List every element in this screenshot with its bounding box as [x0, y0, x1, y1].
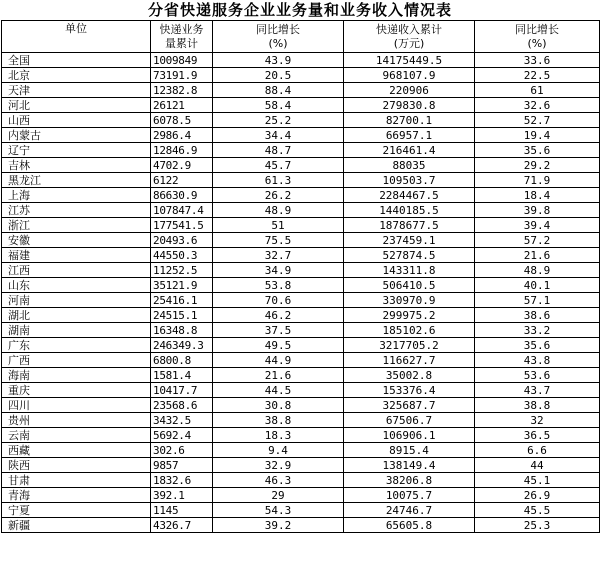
cell-volume: 26121 — [151, 98, 213, 113]
cell-unit: 新疆 — [2, 518, 151, 533]
cell-volume: 20493.6 — [151, 233, 213, 248]
cell-unit: 河南 — [2, 293, 151, 308]
cell-revenue: 1440185.5 — [344, 203, 475, 218]
cell-revenue-growth: 33.2 — [475, 323, 600, 338]
cell-unit: 福建 — [2, 248, 151, 263]
table-row — [2, 353, 600, 368]
cell-revenue: 116627.7 — [344, 353, 475, 368]
table-row — [2, 173, 600, 188]
cell-revenue: 299975.2 — [344, 308, 475, 323]
header-volume-growth-line2: (%) — [268, 36, 288, 50]
cell-volume-growth: 45.7 — [213, 158, 344, 173]
cell-volume-growth: 48.7 — [213, 143, 344, 158]
cell-volume: 4326.7 — [151, 518, 213, 533]
cell-revenue: 279830.8 — [344, 98, 475, 113]
table-row — [2, 398, 600, 413]
cell-revenue-growth: 53.6 — [475, 368, 600, 383]
cell-revenue: 143311.8 — [344, 263, 475, 278]
cell-volume-growth: 32.7 — [213, 248, 344, 263]
cell-revenue-growth: 21.6 — [475, 248, 600, 263]
table-row — [2, 248, 600, 263]
table-row — [2, 488, 600, 503]
cell-unit: 青海 — [2, 488, 151, 503]
express-delivery-table — [1, 20, 600, 533]
cell-revenue-growth: 25.3 — [475, 518, 600, 533]
cell-revenue: 506410.5 — [344, 278, 475, 293]
cell-volume-growth: 49.5 — [213, 338, 344, 353]
table-body — [2, 53, 600, 533]
cell-volume: 25416.1 — [151, 293, 213, 308]
cell-volume: 24515.1 — [151, 308, 213, 323]
cell-revenue-growth: 38.6 — [475, 308, 600, 323]
cell-revenue-growth: 45.1 — [475, 473, 600, 488]
table-row — [2, 518, 600, 533]
cell-revenue-growth: 33.6 — [475, 53, 600, 68]
cell-volume-growth: 34.9 — [213, 263, 344, 278]
cell-revenue-growth: 36.5 — [475, 428, 600, 443]
cell-revenue: 330970.9 — [344, 293, 475, 308]
cell-revenue: 237459.1 — [344, 233, 475, 248]
table-row — [2, 458, 600, 473]
cell-revenue-growth: 26.9 — [475, 488, 600, 503]
cell-unit: 山东 — [2, 278, 151, 293]
cell-volume: 44550.3 — [151, 248, 213, 263]
header-revenue-growth — [475, 21, 600, 53]
cell-unit: 全国 — [2, 53, 151, 68]
cell-volume: 35121.9 — [151, 278, 213, 293]
cell-revenue: 185102.6 — [344, 323, 475, 338]
cell-revenue-growth: 32 — [475, 413, 600, 428]
header-volume-growth — [213, 21, 344, 53]
cell-volume-growth: 48.9 — [213, 203, 344, 218]
cell-volume: 9857 — [151, 458, 213, 473]
table-row — [2, 68, 600, 83]
cell-revenue-growth: 44 — [475, 458, 600, 473]
cell-volume: 177541.5 — [151, 218, 213, 233]
cell-revenue-growth: 48.9 — [475, 263, 600, 278]
cell-revenue: 138149.4 — [344, 458, 475, 473]
table-row — [2, 203, 600, 218]
header-volume — [151, 21, 213, 53]
cell-volume: 2986.4 — [151, 128, 213, 143]
table-row — [2, 383, 600, 398]
cell-unit: 湖南 — [2, 323, 151, 338]
cell-volume-growth: 54.3 — [213, 503, 344, 518]
cell-revenue-growth: 35.6 — [475, 338, 600, 353]
table-row — [2, 293, 600, 308]
cell-revenue: 24746.7 — [344, 503, 475, 518]
cell-volume: 73191.9 — [151, 68, 213, 83]
cell-volume: 392.1 — [151, 488, 213, 503]
cell-revenue: 109503.7 — [344, 173, 475, 188]
cell-revenue: 35002.8 — [344, 368, 475, 383]
table-row — [2, 263, 600, 278]
cell-revenue-growth: 18.4 — [475, 188, 600, 203]
cell-revenue-growth: 39.4 — [475, 218, 600, 233]
cell-revenue: 3217705.2 — [344, 338, 475, 353]
cell-unit: 四川 — [2, 398, 151, 413]
table-row — [2, 98, 600, 113]
header-revenue-line1: 快递收入累计 — [376, 22, 442, 36]
cell-revenue: 14175449.5 — [344, 53, 475, 68]
header-revenue-growth-line1: 同比增长 — [515, 22, 559, 36]
cell-unit: 河北 — [2, 98, 151, 113]
table-row — [2, 278, 600, 293]
cell-revenue-growth: 45.5 — [475, 503, 600, 518]
cell-revenue-growth: 22.5 — [475, 68, 600, 83]
cell-volume-growth: 30.8 — [213, 398, 344, 413]
cell-revenue-growth: 57.1 — [475, 293, 600, 308]
table-row — [2, 503, 600, 518]
cell-revenue: 968107.9 — [344, 68, 475, 83]
cell-volume-growth: 44.9 — [213, 353, 344, 368]
cell-volume-growth: 38.8 — [213, 413, 344, 428]
table-row — [2, 473, 600, 488]
cell-unit: 浙江 — [2, 218, 151, 233]
cell-volume-growth: 51 — [213, 218, 344, 233]
table-row — [2, 158, 600, 173]
cell-revenue-growth: 52.7 — [475, 113, 600, 128]
cell-unit: 陕西 — [2, 458, 151, 473]
header-unit: 单位 — [2, 21, 151, 53]
cell-unit: 上海 — [2, 188, 151, 203]
cell-volume: 1832.6 — [151, 473, 213, 488]
cell-volume-growth: 20.5 — [213, 68, 344, 83]
cell-revenue: 2284467.5 — [344, 188, 475, 203]
cell-revenue: 8915.4 — [344, 443, 475, 458]
cell-revenue: 153376.4 — [344, 383, 475, 398]
cell-volume-growth: 37.5 — [213, 323, 344, 338]
cell-volume-growth: 46.2 — [213, 308, 344, 323]
cell-unit: 江苏 — [2, 203, 151, 218]
cell-volume-growth: 25.2 — [213, 113, 344, 128]
cell-volume: 3432.5 — [151, 413, 213, 428]
table-row — [2, 368, 600, 383]
cell-revenue: 82700.1 — [344, 113, 475, 128]
cell-unit: 甘肃 — [2, 473, 151, 488]
cell-unit: 北京 — [2, 68, 151, 83]
cell-volume: 1009849 — [151, 53, 213, 68]
cell-revenue: 66957.1 — [344, 128, 475, 143]
cell-revenue-growth: 35.6 — [475, 143, 600, 158]
cell-volume-growth: 18.3 — [213, 428, 344, 443]
cell-volume-growth: 46.3 — [213, 473, 344, 488]
cell-revenue: 38206.8 — [344, 473, 475, 488]
table-row — [2, 323, 600, 338]
cell-revenue-growth: 29.2 — [475, 158, 600, 173]
header-volume-growth-line1: 同比增长 — [256, 22, 300, 36]
cell-volume: 246349.3 — [151, 338, 213, 353]
cell-volume-growth: 75.5 — [213, 233, 344, 248]
cell-unit: 云南 — [2, 428, 151, 443]
cell-volume-growth: 70.6 — [213, 293, 344, 308]
cell-unit: 辽宁 — [2, 143, 151, 158]
cell-revenue: 88035 — [344, 158, 475, 173]
cell-unit: 黑龙江 — [2, 173, 151, 188]
cell-volume-growth: 43.9 — [213, 53, 344, 68]
cell-unit: 内蒙古 — [2, 128, 151, 143]
header-row — [2, 21, 600, 53]
cell-volume: 86630.9 — [151, 188, 213, 203]
cell-unit: 山西 — [2, 113, 151, 128]
cell-unit: 重庆 — [2, 383, 151, 398]
cell-unit: 贵州 — [2, 413, 151, 428]
cell-unit: 海南 — [2, 368, 151, 383]
table-row — [2, 113, 600, 128]
cell-unit: 广东 — [2, 338, 151, 353]
table-row — [2, 413, 600, 428]
cell-volume: 6122 — [151, 173, 213, 188]
cell-revenue-growth: 32.6 — [475, 98, 600, 113]
cell-revenue: 220906 — [344, 83, 475, 98]
cell-volume-growth: 29 — [213, 488, 344, 503]
table-row — [2, 308, 600, 323]
table-row — [2, 83, 600, 98]
table-row — [2, 428, 600, 443]
header-volume-line2: 量累计 — [165, 36, 198, 50]
cell-revenue-growth: 43.8 — [475, 353, 600, 368]
cell-volume: 12382.8 — [151, 83, 213, 98]
cell-revenue-growth: 40.1 — [475, 278, 600, 293]
cell-revenue: 106906.1 — [344, 428, 475, 443]
cell-volume: 10417.7 — [151, 383, 213, 398]
cell-volume: 4702.9 — [151, 158, 213, 173]
cell-volume-growth: 58.4 — [213, 98, 344, 113]
cell-revenue-growth: 19.4 — [475, 128, 600, 143]
table-row — [2, 143, 600, 158]
cell-volume-growth: 32.9 — [213, 458, 344, 473]
table-row — [2, 128, 600, 143]
cell-revenue: 67506.7 — [344, 413, 475, 428]
cell-revenue: 325687.7 — [344, 398, 475, 413]
table-row — [2, 443, 600, 458]
header-revenue-growth-line2: (%) — [527, 36, 547, 50]
cell-revenue-growth: 39.8 — [475, 203, 600, 218]
cell-volume: 1145 — [151, 503, 213, 518]
cell-revenue: 527874.5 — [344, 248, 475, 263]
cell-volume: 12846.9 — [151, 143, 213, 158]
cell-revenue-growth: 6.6 — [475, 443, 600, 458]
cell-unit: 湖北 — [2, 308, 151, 323]
cell-revenue-growth: 71.9 — [475, 173, 600, 188]
cell-unit: 吉林 — [2, 158, 151, 173]
cell-volume-growth: 34.4 — [213, 128, 344, 143]
cell-unit: 江西 — [2, 263, 151, 278]
header-volume-line1: 快递业务 — [159, 22, 204, 36]
cell-unit: 安徽 — [2, 233, 151, 248]
table-row — [2, 53, 600, 68]
cell-unit: 广西 — [2, 353, 151, 368]
cell-volume: 1581.4 — [151, 368, 213, 383]
table-row — [2, 218, 600, 233]
cell-volume: 23568.6 — [151, 398, 213, 413]
cell-volume: 16348.8 — [151, 323, 213, 338]
cell-volume-growth: 53.8 — [213, 278, 344, 293]
cell-revenue-growth: 38.8 — [475, 398, 600, 413]
table-row — [2, 233, 600, 248]
cell-volume-growth: 39.2 — [213, 518, 344, 533]
cell-volume: 107847.4 — [151, 203, 213, 218]
table-title: 分省快递服务企业业务量和业务收入情况表 — [147, 1, 452, 19]
cell-volume: 5692.4 — [151, 428, 213, 443]
cell-volume-growth: 26.2 — [213, 188, 344, 203]
cell-revenue: 65605.8 — [344, 518, 475, 533]
table-row — [2, 188, 600, 203]
cell-revenue: 216461.4 — [344, 143, 475, 158]
cell-volume: 6800.8 — [151, 353, 213, 368]
cell-volume-growth: 44.5 — [213, 383, 344, 398]
cell-revenue-growth: 61 — [475, 83, 600, 98]
cell-volume-growth: 9.4 — [213, 443, 344, 458]
cell-revenue-growth: 57.2 — [475, 233, 600, 248]
cell-volume-growth: 88.4 — [213, 83, 344, 98]
table-row — [2, 338, 600, 353]
header-revenue — [344, 21, 475, 53]
cell-unit: 西藏 — [2, 443, 151, 458]
cell-unit: 天津 — [2, 83, 151, 98]
cell-volume: 11252.5 — [151, 263, 213, 278]
cell-revenue-growth: 43.7 — [475, 383, 600, 398]
cell-revenue: 10075.7 — [344, 488, 475, 503]
cell-volume: 302.6 — [151, 443, 213, 458]
cell-unit: 宁夏 — [2, 503, 151, 518]
header-revenue-line2: (万元) — [393, 36, 425, 50]
cell-volume-growth: 21.6 — [213, 368, 344, 383]
cell-volume-growth: 61.3 — [213, 173, 344, 188]
cell-volume: 6078.5 — [151, 113, 213, 128]
cell-revenue: 1878677.5 — [344, 218, 475, 233]
